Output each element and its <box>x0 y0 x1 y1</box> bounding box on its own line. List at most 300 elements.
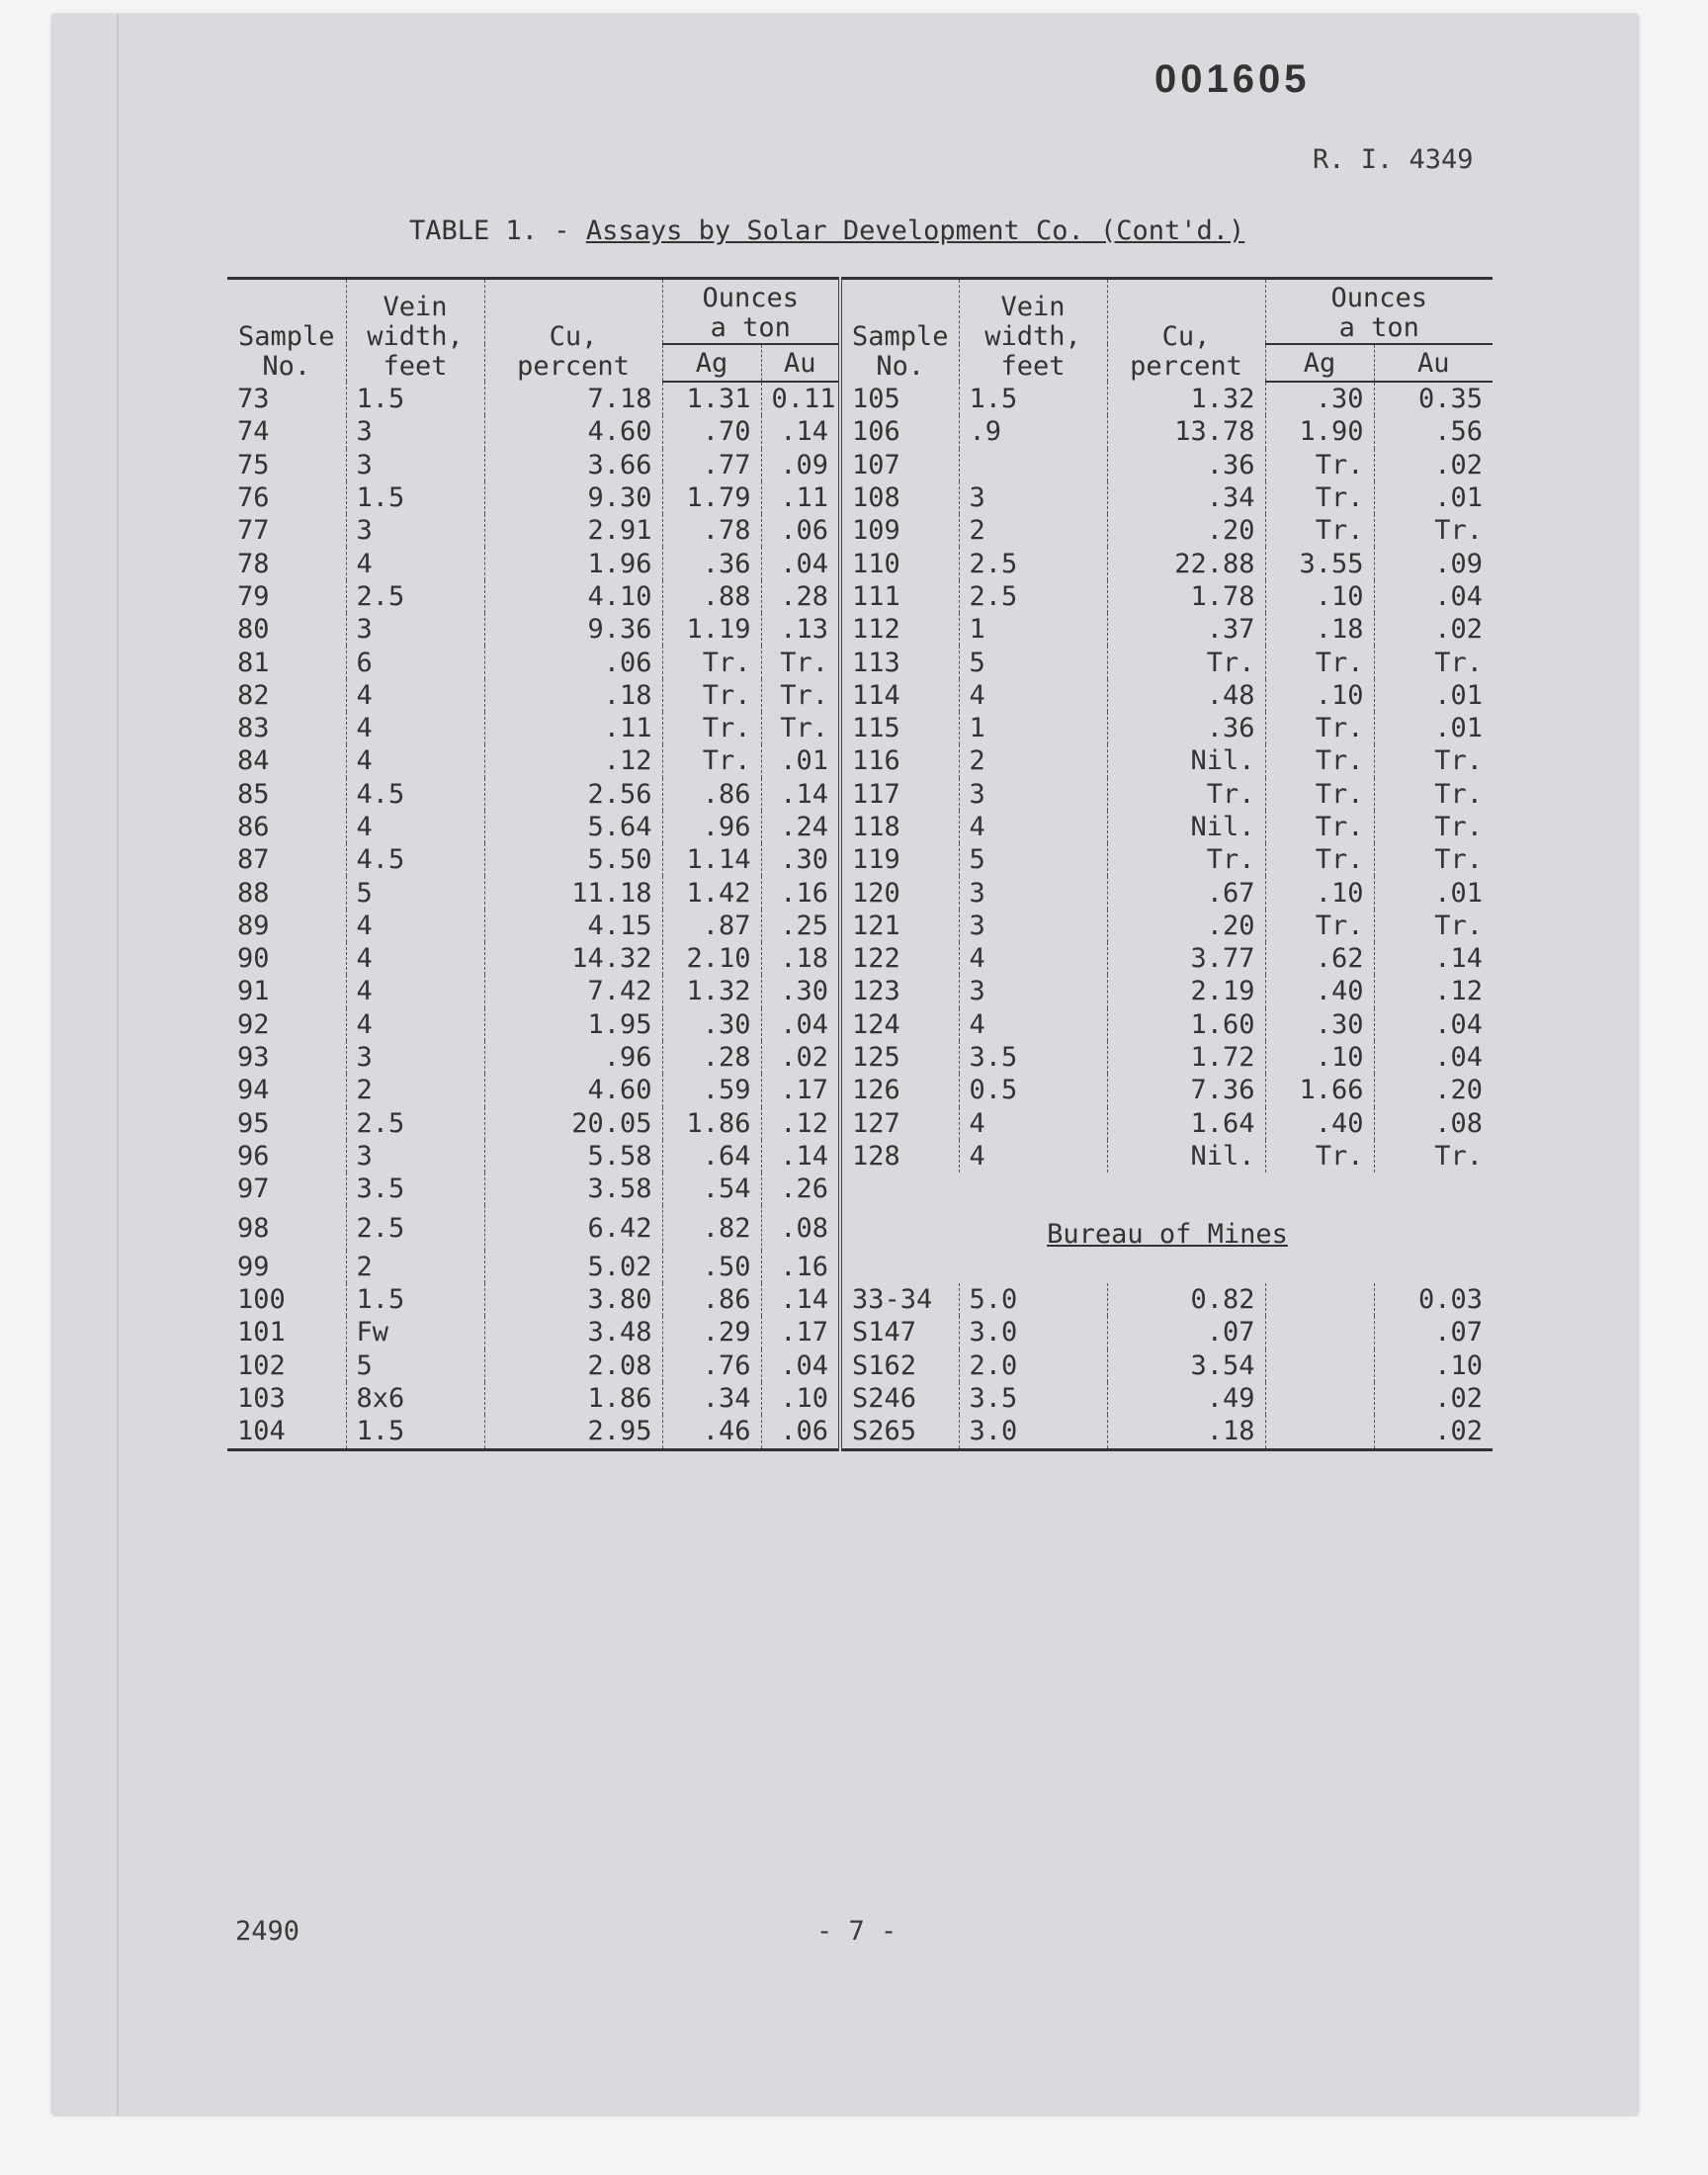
cell-cu-2: Nil. <box>1107 811 1265 843</box>
table-row <box>227 712 1493 744</box>
cell-ag: .77 <box>662 449 761 481</box>
cell-sample-2: 111 <box>840 580 959 613</box>
cell-sample-2: 120 <box>840 876 959 909</box>
cell-ag: .34 <box>662 1382 761 1415</box>
cell-vein: 2.5 <box>346 580 484 613</box>
cell-vein: 1.5 <box>346 481 484 514</box>
cell-sample-2: 33-34 <box>840 1283 959 1316</box>
cell-vein: 4.5 <box>346 843 484 876</box>
cell-cu-2: 3.77 <box>1107 942 1265 975</box>
cell-vein: 2 <box>346 1251 484 1283</box>
cell-sample: 101 <box>237 1317 286 1348</box>
section-heading: Bureau of Mines <box>1047 1218 1288 1250</box>
cell-vein-2: 4 <box>959 679 1107 712</box>
cell-ag-2: 1.66 <box>1265 1074 1374 1106</box>
header-vein-width: Vein width, feet <box>346 279 484 383</box>
cell-au-2: .14 <box>1374 942 1493 975</box>
cell-ag: .50 <box>662 1251 761 1283</box>
cell-ag-2: .30 <box>1265 382 1374 415</box>
cell-vein-2: 3 <box>959 481 1107 514</box>
cell-au-2: .02 <box>1374 1415 1493 1449</box>
cell-vein-2: 5 <box>959 843 1107 876</box>
header-au: Au <box>761 344 840 382</box>
cell-sample: 82 <box>237 679 270 711</box>
table-row <box>227 1008 1493 1041</box>
table-title <box>409 216 1244 246</box>
cell-cu: 9.30 <box>484 481 662 514</box>
cell-sample: 77 <box>237 515 270 547</box>
cell-sample-2: 121 <box>840 910 959 942</box>
cell-au-2: Tr. <box>1374 514 1493 547</box>
header-cu-2: Cu, percent <box>1107 279 1265 383</box>
cell-cu-2: 7.36 <box>1107 1074 1265 1106</box>
cell-sample-2: 109 <box>840 514 959 547</box>
cell-cu: .12 <box>484 744 662 777</box>
cell-sample: 99 <box>237 1251 270 1282</box>
cell-cu: 3.48 <box>484 1316 662 1348</box>
cell-cu-2: .36 <box>1107 449 1265 481</box>
cell-cu: .18 <box>484 679 662 712</box>
cell-cu: 7.18 <box>484 382 662 415</box>
cell-sample-2: 128 <box>840 1140 959 1173</box>
cell-ag: 1.42 <box>662 876 761 909</box>
cell-cu: 5.02 <box>484 1251 662 1283</box>
cell-cu: 4.15 <box>484 910 662 942</box>
cell-vein: 4 <box>346 744 484 777</box>
cell-au-2: .10 <box>1374 1349 1493 1382</box>
cell-vein: 2.5 <box>346 1107 484 1140</box>
cell-au: .04 <box>761 547 840 579</box>
cell-au: .16 <box>761 876 840 909</box>
table-row <box>227 1283 1493 1316</box>
cell-cu: 14.32 <box>484 942 662 975</box>
cell-cu-2: 1.78 <box>1107 580 1265 613</box>
cell-vein-2: 3.0 <box>959 1415 1107 1449</box>
cell-ag: .36 <box>662 547 761 579</box>
cell-au: .26 <box>761 1173 840 1205</box>
cell-ag: .59 <box>662 1074 761 1106</box>
cell-sample: 94 <box>237 1075 270 1106</box>
table-row <box>227 547 1493 579</box>
cell-ag-2: Tr. <box>1265 1140 1374 1173</box>
cell-cu: 5.58 <box>484 1140 662 1173</box>
cell-sample: 93 <box>237 1042 270 1074</box>
cell-cu: 4.60 <box>484 1074 662 1106</box>
cell-cu: 3.80 <box>484 1283 662 1316</box>
cell-ag: .88 <box>662 580 761 613</box>
cell-au: .06 <box>761 514 840 547</box>
cell-ag-2: .62 <box>1265 942 1374 975</box>
cell-ag-2: .40 <box>1265 1107 1374 1140</box>
cell-sample-2: S265 <box>840 1415 959 1449</box>
cell-vein-2: 2.5 <box>959 580 1107 613</box>
cell-sample: 80 <box>237 614 270 646</box>
table-title-prefix: TABLE 1. - <box>409 216 586 246</box>
cell-au-2: .20 <box>1374 1074 1493 1106</box>
cell-vein: 5 <box>346 1349 484 1382</box>
cell-vein: 3 <box>346 613 484 646</box>
cell-au: .17 <box>761 1074 840 1106</box>
cell-sample: 90 <box>237 943 270 975</box>
cell-sample: 83 <box>237 713 270 744</box>
cell-au-2: .56 <box>1374 415 1493 448</box>
header-sample: Sample No. <box>227 279 346 383</box>
cell-vein: 3.5 <box>346 1173 484 1205</box>
cell-cu: 9.36 <box>484 613 662 646</box>
cell-vein-2: 3 <box>959 975 1107 1007</box>
cell-vein-2: 2.5 <box>959 547 1107 579</box>
cell-au: .08 <box>761 1205 840 1250</box>
cell-au-2: Tr. <box>1374 811 1493 843</box>
cell-vein: Fw <box>346 1316 484 1348</box>
cell-ag-2: 3.55 <box>1265 547 1374 579</box>
cell-cu-2: 3.54 <box>1107 1349 1265 1382</box>
cell-ag-2: Tr. <box>1265 778 1374 811</box>
cell-sample: 97 <box>237 1174 270 1205</box>
cell-ag-2: .10 <box>1265 679 1374 712</box>
cell-ag-2 <box>1265 1349 1374 1382</box>
cell-vein: 4 <box>346 1008 484 1041</box>
cell-ag: .54 <box>662 1173 761 1205</box>
cell-au: .02 <box>761 1041 840 1074</box>
cell-vein-2: 4 <box>959 1140 1107 1173</box>
cell-cu: 3.58 <box>484 1173 662 1205</box>
cell-ag: .46 <box>662 1415 761 1449</box>
table-row <box>227 1316 1493 1348</box>
cell-ag: .29 <box>662 1316 761 1348</box>
cell-sample-2: S147 <box>840 1316 959 1348</box>
table-row <box>227 1349 1493 1382</box>
table-row <box>227 580 1493 613</box>
cell-ag: Tr. <box>662 646 761 678</box>
cell-ag-2: Tr. <box>1265 712 1374 744</box>
cell-sample: 100 <box>237 1284 286 1316</box>
cell-vein: 4 <box>346 547 484 579</box>
cell-vein-2: 3 <box>959 876 1107 909</box>
cell-cu-2: .37 <box>1107 613 1265 646</box>
cell-cu: 7.42 <box>484 975 662 1007</box>
cell-sample-2: 118 <box>840 811 959 843</box>
header-ounces: Ounces a ton <box>662 279 840 345</box>
cell-sample-2: 117 <box>840 778 959 811</box>
cell-au-2: .09 <box>1374 547 1493 579</box>
cell-cu: 2.56 <box>484 778 662 811</box>
cell-sample: 88 <box>237 877 270 909</box>
cell-au-2: 0.35 <box>1374 382 1493 415</box>
cell-sample: 96 <box>237 1140 270 1172</box>
cell-au: .09 <box>761 449 840 481</box>
table-row <box>227 1074 1493 1106</box>
fold-line <box>117 14 119 2116</box>
header-ag-2: Ag <box>1265 344 1374 382</box>
cell-vein: 3 <box>346 514 484 547</box>
cell-au: .06 <box>761 1415 840 1449</box>
cell-vein: 6 <box>346 646 484 678</box>
cell-vein-2: 5 <box>959 646 1107 678</box>
cell-ag: .87 <box>662 910 761 942</box>
cell-cu: 20.05 <box>484 1107 662 1140</box>
cell-cu-2: .67 <box>1107 876 1265 909</box>
cell-cu: .96 <box>484 1041 662 1074</box>
cell-au-2: .01 <box>1374 876 1493 909</box>
cell-ag: .86 <box>662 778 761 811</box>
cell-cu: 1.95 <box>484 1008 662 1041</box>
cell-au-2: Tr. <box>1374 843 1493 876</box>
cell-vein-2: 3.5 <box>959 1382 1107 1415</box>
cell-vein-2: 3 <box>959 778 1107 811</box>
cell-cu: 3.66 <box>484 449 662 481</box>
cell-ag-2: .10 <box>1265 1041 1374 1074</box>
cell-au: .04 <box>761 1008 840 1041</box>
cell-ag-2 <box>1265 1283 1374 1316</box>
cell-vein-2: 2 <box>959 514 1107 547</box>
cell-vein: 4 <box>346 679 484 712</box>
cell-ag: Tr. <box>662 679 761 712</box>
cell-cu: 4.10 <box>484 580 662 613</box>
cell-vein: 1.5 <box>346 382 484 415</box>
cell-cu: 1.86 <box>484 1382 662 1415</box>
cell-vein-2: 5.0 <box>959 1283 1107 1316</box>
cell-cu: 5.50 <box>484 843 662 876</box>
cell-vein: 4 <box>346 712 484 744</box>
table-body <box>227 382 1493 1449</box>
cell-cu-2: Tr. <box>1107 778 1265 811</box>
table-row <box>227 1251 1493 1283</box>
cell-sample: 102 <box>237 1349 286 1381</box>
cell-vein: 2 <box>346 1074 484 1106</box>
cell-sample: 84 <box>237 745 270 777</box>
cell-ag: .82 <box>662 1205 761 1250</box>
cell-sample: 95 <box>237 1107 270 1139</box>
cell-sample: 78 <box>237 548 270 579</box>
cell-sample-2: 115 <box>840 712 959 744</box>
cell-cu: 6.42 <box>484 1205 662 1250</box>
cell-au-2: Tr. <box>1374 1140 1493 1173</box>
cell-au-2: .01 <box>1374 712 1493 744</box>
cell-sample-2: 126 <box>840 1074 959 1106</box>
table-row <box>227 876 1493 909</box>
cell-cu: 2.91 <box>484 514 662 547</box>
cell-vein: 3 <box>346 415 484 448</box>
cell-sample: 89 <box>237 910 270 941</box>
table-row <box>227 843 1493 876</box>
cell-au: 0.11 <box>761 382 840 415</box>
cell-ag: Tr. <box>662 744 761 777</box>
cell-sample-2: 124 <box>840 1008 959 1041</box>
cell-ag-2: .10 <box>1265 876 1374 909</box>
cell-ag: 1.79 <box>662 481 761 514</box>
header-sample-2: Sample No. <box>840 279 959 383</box>
cell-au-2: .02 <box>1374 613 1493 646</box>
cell-ag: .70 <box>662 415 761 448</box>
table-row <box>227 1107 1493 1140</box>
cell-vein: 3 <box>346 1140 484 1173</box>
cell-ag-2: Tr. <box>1265 811 1374 843</box>
table-row <box>227 744 1493 777</box>
cell-au: .14 <box>761 778 840 811</box>
cell-ag: .78 <box>662 514 761 547</box>
cell-ag: 1.86 <box>662 1107 761 1140</box>
cell-cu-2: 1.32 <box>1107 382 1265 415</box>
cell-vein-2: 3.5 <box>959 1041 1107 1074</box>
cell-sample-2: 123 <box>840 975 959 1007</box>
cell-ag: 2.10 <box>662 942 761 975</box>
cell-cu-2: 13.78 <box>1107 415 1265 448</box>
cell-vein: 4 <box>346 811 484 843</box>
cell-sample: 87 <box>237 844 270 876</box>
cell-ag-2: Tr. <box>1265 481 1374 514</box>
cell-vein-2: 1 <box>959 712 1107 744</box>
footer-code: 2490 <box>235 1916 300 1947</box>
cell-au-2: .12 <box>1374 975 1493 1007</box>
cell-au-2: .07 <box>1374 1316 1493 1348</box>
cell-vein: 4 <box>346 942 484 975</box>
section-heading-cell <box>840 1205 1493 1250</box>
cell-sample: 75 <box>237 449 270 480</box>
cell-cu-2: .07 <box>1107 1316 1265 1348</box>
cell-cu-2: 1.64 <box>1107 1107 1265 1140</box>
cell-au-2: .01 <box>1374 679 1493 712</box>
table-row <box>227 1205 1493 1250</box>
table-row <box>227 1173 1493 1205</box>
table-row <box>227 481 1493 514</box>
cell-sample-2: 108 <box>840 481 959 514</box>
cell-ag: Tr. <box>662 712 761 744</box>
cell-cu-2: 22.88 <box>1107 547 1265 579</box>
cell-au: .17 <box>761 1316 840 1348</box>
cell-au-2: 0.03 <box>1374 1283 1493 1316</box>
cell-sample: 86 <box>237 812 270 842</box>
cell-sample: 74 <box>237 416 270 448</box>
empty-cell <box>840 1173 1493 1205</box>
cell-sample-2: S162 <box>840 1349 959 1382</box>
header-ounces-2: Ounces a ton <box>1265 279 1493 345</box>
cell-au: .28 <box>761 580 840 613</box>
cell-vein-2: 4 <box>959 942 1107 975</box>
cell-cu: 2.08 <box>484 1349 662 1382</box>
cell-ag: .64 <box>662 1140 761 1173</box>
cell-ag: 1.31 <box>662 382 761 415</box>
cell-au-2: .08 <box>1374 1107 1493 1140</box>
cell-vein: 4 <box>346 910 484 942</box>
cell-cu-2: Nil. <box>1107 1140 1265 1173</box>
cell-au-2: .04 <box>1374 1008 1493 1041</box>
cell-vein-2: 4 <box>959 1107 1107 1140</box>
report-id: R. I. 4349 <box>1313 144 1474 175</box>
cell-au: .12 <box>761 1107 840 1140</box>
cell-vein: 5 <box>346 876 484 909</box>
cell-sample: 104 <box>227 1415 346 1449</box>
cell-sample-2: 127 <box>840 1107 959 1140</box>
cell-au: .13 <box>761 613 840 646</box>
cell-au: .18 <box>761 942 840 975</box>
cell-sample: 91 <box>237 976 270 1007</box>
cell-vein-2: 3.0 <box>959 1316 1107 1348</box>
table-row <box>227 514 1493 547</box>
table-row <box>227 613 1493 646</box>
cell-ag-2: Tr. <box>1265 646 1374 678</box>
table-row <box>227 778 1493 811</box>
cell-vein: 8x6 <box>346 1382 484 1415</box>
cell-vein: 1.5 <box>346 1415 484 1449</box>
cell-sample-2: S246 <box>840 1382 959 1415</box>
cell-vein: 3 <box>346 1041 484 1074</box>
cell-sample-2: 113 <box>840 646 959 678</box>
cell-cu: 2.95 <box>484 1415 662 1449</box>
cell-ag: .28 <box>662 1041 761 1074</box>
cell-au: .24 <box>761 811 840 843</box>
cell-cu-2: .36 <box>1107 712 1265 744</box>
cell-vein: 4 <box>346 975 484 1007</box>
cell-vein-2: 2.0 <box>959 1349 1107 1382</box>
cell-au: .11 <box>761 481 840 514</box>
header-ag: Ag <box>662 344 761 382</box>
cell-au: .30 <box>761 975 840 1007</box>
table-row <box>227 679 1493 712</box>
cell-au-2: .02 <box>1374 1382 1493 1415</box>
assay-table <box>227 277 1493 1451</box>
cell-ag: .30 <box>662 1008 761 1041</box>
cell-cu-2: .20 <box>1107 514 1265 547</box>
cell-cu: 4.60 <box>484 415 662 448</box>
cell-au: .04 <box>761 1349 840 1382</box>
cell-sample: 76 <box>237 482 270 514</box>
cell-ag-2: Tr. <box>1265 514 1374 547</box>
cell-sample-2: 112 <box>840 613 959 646</box>
cell-cu-2: Nil. <box>1107 744 1265 777</box>
cell-sample: 81 <box>237 647 270 678</box>
cell-ag-2: Tr. <box>1265 449 1374 481</box>
cell-au: .14 <box>761 1283 840 1316</box>
cell-au: .10 <box>761 1382 840 1415</box>
cell-au: .16 <box>761 1251 840 1283</box>
table-title-text: Assays by Solar Development Co. (Cont'd.) <box>585 216 1245 246</box>
cell-au: .30 <box>761 843 840 876</box>
cell-cu-2: .48 <box>1107 679 1265 712</box>
cell-cu-2: 2.19 <box>1107 975 1265 1007</box>
header-vein-width-2: Vein width, feet <box>959 279 1107 383</box>
cell-cu-2: .49 <box>1107 1382 1265 1415</box>
cell-sample: 79 <box>237 580 270 612</box>
cell-sample-2: 122 <box>840 942 959 975</box>
table-row <box>227 811 1493 843</box>
cell-cu: .11 <box>484 712 662 744</box>
cell-ag-2 <box>1265 1415 1374 1449</box>
cell-sample-2: 106 <box>840 415 959 448</box>
table-row <box>227 1041 1493 1074</box>
cell-vein-2: 2 <box>959 744 1107 777</box>
document-number: 001605 <box>1154 57 1311 101</box>
cell-sample-2: 114 <box>840 679 959 712</box>
table-row <box>227 1415 1493 1449</box>
cell-sample-2: 110 <box>840 547 959 579</box>
cell-sample: 73 <box>237 383 270 414</box>
cell-ag: 1.14 <box>662 843 761 876</box>
cell-au: .01 <box>761 744 840 777</box>
table-row <box>227 975 1493 1007</box>
cell-cu: 11.18 <box>484 876 662 909</box>
cell-sample-2: 125 <box>840 1041 959 1074</box>
cell-cu: 1.96 <box>484 547 662 579</box>
cell-ag-2: Tr. <box>1265 744 1374 777</box>
cell-au-2: .04 <box>1374 1041 1493 1074</box>
cell-ag-2: .30 <box>1265 1008 1374 1041</box>
cell-vein-2: 1.5 <box>959 382 1107 415</box>
table-row <box>227 910 1493 942</box>
cell-cu-2: 0.82 <box>1107 1283 1265 1316</box>
cell-cu-2: 1.72 <box>1107 1041 1265 1074</box>
cell-ag: 1.19 <box>662 613 761 646</box>
